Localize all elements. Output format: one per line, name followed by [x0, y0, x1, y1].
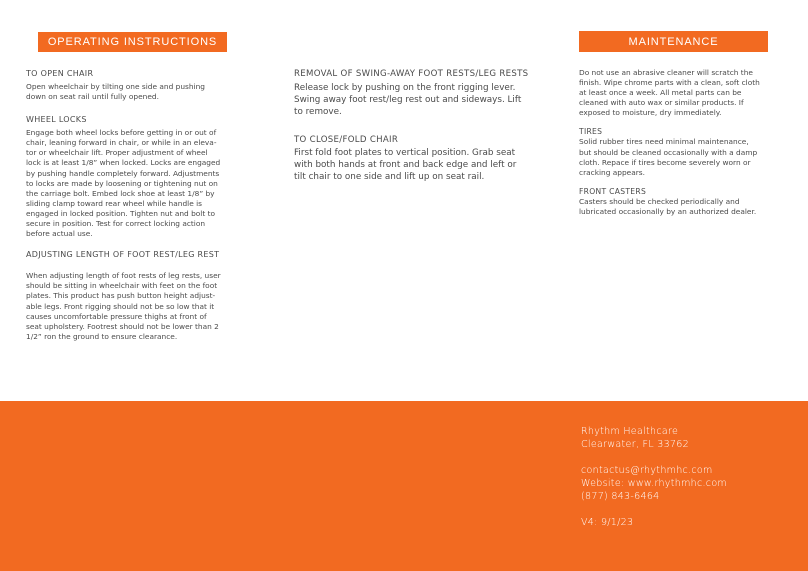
phone-number: (877) 843-6464	[581, 491, 660, 502]
operating-instructions-title: OPERATING INSTRUCTIONS	[47, 36, 218, 48]
wheel-locks-heading: WHEEL LOCKS	[26, 115, 87, 125]
company-city: Clearwater, FL 33762	[581, 439, 689, 450]
spacer	[581, 451, 727, 464]
contact-block	[581, 425, 727, 529]
contact-email[interactable]: contactus@rhythmhc.com	[581, 465, 713, 476]
maintenance-intro-text: Do not use an abrasive cleaner will scratch the finish. Wipe chrome parts with a clean, soft cloth at least once a week. All metal parts can be cleaned with auto wax or similar products. If exposed to moisture, dry immediately.	[579, 68, 760, 118]
adjust-length-text: When adjusting length of foot rests of leg rests, user should be sitting in wheelchair with feet on the foot plates. This product has push button height adjust- able legs. Front rigging should not be so low that it causes uncomfortable pressure thighs at front of seat upholstery. Footrest should not be lower than 2 1/2” ron the ground to ensure clearance.	[26, 271, 221, 341]
swing-away-text: Release lock by pushing on the front rigging lever. Swing away foot rest/leg rest out and sideways. Lift to remove.	[294, 83, 522, 117]
website-link[interactable]: Website: www.rhythmhc.com	[581, 478, 727, 489]
operating-instructions-banner	[38, 32, 227, 52]
maintenance-banner	[579, 31, 768, 52]
front-casters-heading: FRONT CASTERS	[579, 186, 647, 196]
open-chair-heading: TO OPEN CHAIR	[26, 69, 94, 78]
spacer	[581, 503, 727, 516]
adjust-length-heading: ADJUSTING LENGTH OF FOOT REST/LEG REST	[26, 250, 220, 260]
swing-away-heading: REMOVAL OF SWING-AWAY FOOT RESTS/LEG RESTS	[294, 69, 529, 79]
close-fold-heading: TO CLOSE/FOLD CHAIR	[294, 135, 399, 146]
wheel-locks-text: Engage both wheel locks before getting in or out of chair, leaning forward in chair, or while in an eleva- tor or wheelchair lift. Proper adjustment of wheel lock is at least 1/8” when locked. Locks are engaged by pushing handle completely forward. Adjustments to locks are made by loosening or tightening nut on the carriage bolt. Embed lock shoe at least 1/8” by sliding clamp toward rear wheel while handle is engaged in locked position. Tighten nut and bolt to secure in position. Test for correct locking action before actual use.	[26, 128, 221, 239]
front-casters-text: Casters should be checked periodically and lubricated occasionally by an authorized dealer.	[579, 196, 757, 216]
close-fold-text: First fold foot plates to vertical position. Grab seat with both hands at front and back edge and left or tilt chair to one side and lift up on seat rail.	[294, 148, 517, 182]
maintenance-title: MAINTENANCE	[628, 35, 719, 48]
right-column	[579, 68, 794, 217]
middle-column	[294, 68, 564, 184]
company-name: Rhythm Healthcare	[581, 426, 679, 437]
left-column	[26, 68, 276, 342]
tires-text: Solid rubber tires need minimal maintenance, but should be cleaned occasionally with a damp cloth. Repace if tires become severely worn or cracking appears.	[579, 137, 758, 177]
version-label: V4: 9/1/23	[581, 517, 634, 528]
open-chair-text: Open wheelchair by tilting one side and pushing down on seat rail until fully opened.	[26, 82, 205, 102]
tires-heading: TIRES	[579, 127, 603, 137]
